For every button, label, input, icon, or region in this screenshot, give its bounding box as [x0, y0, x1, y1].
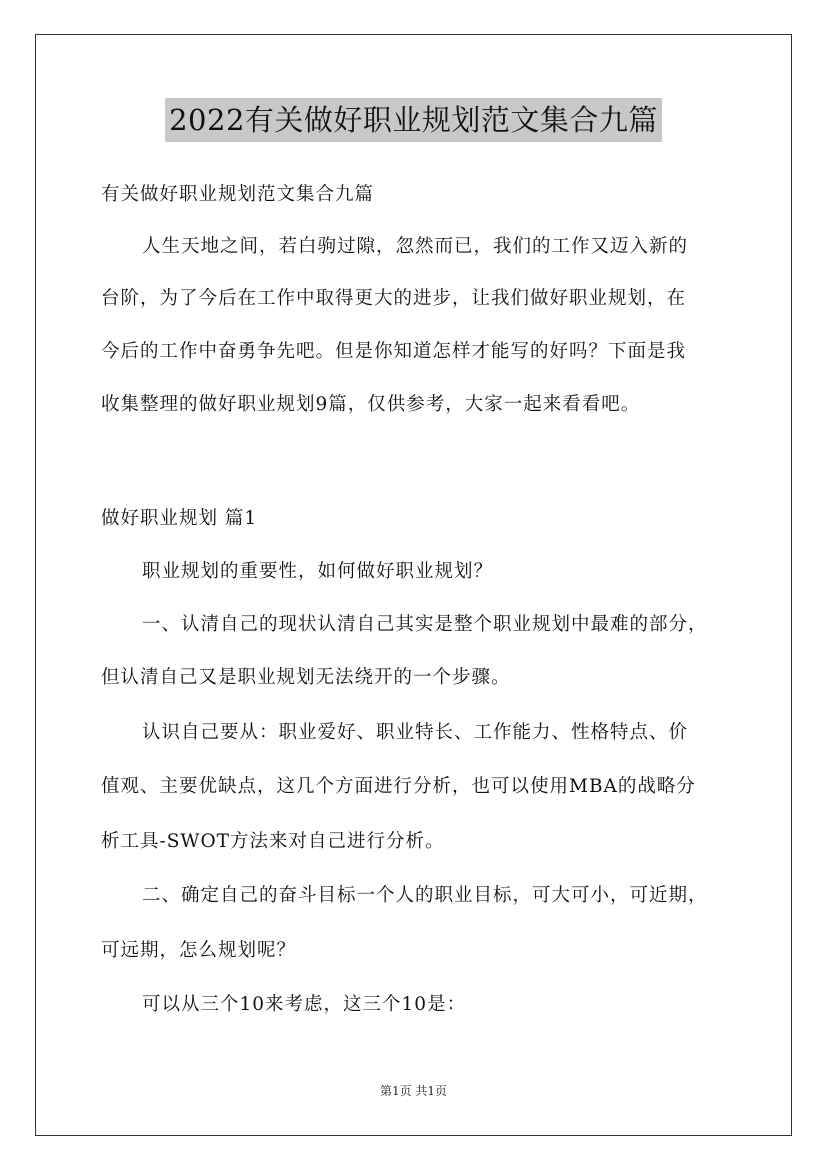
body-line: 职业规划的重要性，如何做好职业规划？	[142, 561, 494, 582]
body-line: 值观、主要优缺点，这几个方面进行分析，也可以使用MBA的战略分	[101, 776, 696, 797]
page-footer: 第1页 共1页	[379, 1084, 448, 1098]
body-line: 可远期，怎么规划呢？	[101, 940, 297, 961]
document-title	[0, 98, 827, 142]
intro-line: 人生天地之间，若白驹过隙，忽然而已，我们的工作又迈入新的	[142, 236, 689, 257]
body-line: 析工具-SWOT方法来对自己进行分析。	[101, 831, 445, 852]
body-line: 二、确定自己的奋斗目标一个人的职业目标，可大可小，可近期，	[142, 885, 708, 906]
intro-line: 今后的工作中奋勇争先吧。但是你知道怎样才能写的好吗？下面是我	[101, 341, 687, 362]
document-title-text: 2022有关做好职业规划范文集合九篇	[165, 98, 662, 142]
body-line: 一、认清自己的现状认清自己其实是整个职业规划中最难的部分，	[142, 614, 708, 635]
body-line: 可以从三个10来考虑，这三个10是：	[142, 994, 467, 1015]
intro-line: 收集整理的做好职业规划9篇，仅供参考，大家一起来看看吧。	[101, 394, 641, 415]
body-line: 但认清自己又是职业规划无法绕开的一个步骤。	[101, 667, 511, 688]
body-line: 认识自己要从：职业爱好、职业特长、工作能力、性格特点、价	[142, 722, 689, 743]
section-heading: 做好职业规划 篇1	[101, 508, 258, 529]
intro-line: 台阶，为了今后在工作中取得更大的进步，让我们做好职业规划，在	[101, 288, 687, 309]
document-subtitle: 有关做好职业规划范文集合九篇	[101, 184, 375, 205]
